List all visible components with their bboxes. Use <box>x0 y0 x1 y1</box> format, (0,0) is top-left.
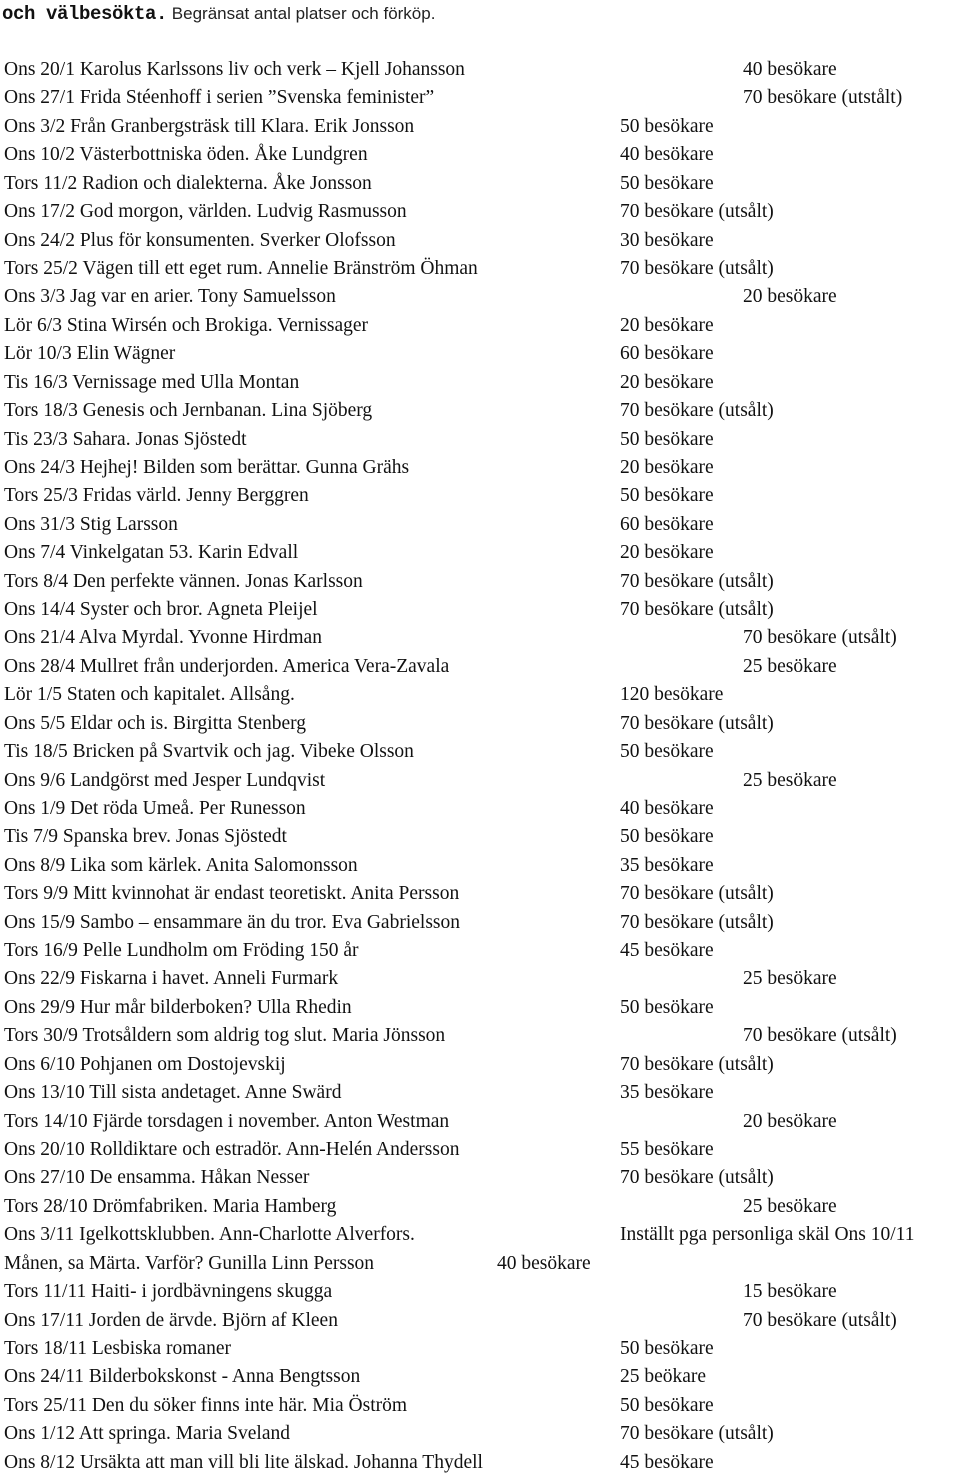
event-attendance: 25 beökare <box>620 1366 707 1388</box>
event-row <box>0 340 960 368</box>
event-row <box>0 511 960 539</box>
event-row <box>0 1022 960 1050</box>
event-row <box>0 823 960 851</box>
event-attendance: 15 besökare <box>743 1281 837 1303</box>
event-attendance: 50 besökare <box>620 172 714 194</box>
event-row <box>0 1051 960 1079</box>
event-row <box>0 596 960 624</box>
event-row <box>0 1250 960 1278</box>
event-title: Tors 18/11 Lesbiska romaner <box>4 1337 231 1359</box>
event-attendance: 50 besökare <box>620 741 714 763</box>
event-row <box>0 852 960 880</box>
event-attendance: 45 besökare <box>620 940 714 961</box>
event-attendance: 70 besökare (utstålt) <box>743 87 903 109</box>
event-row <box>0 1420 960 1448</box>
event-row <box>0 937 960 965</box>
event-title: Tors 9/9 Mitt kvinnohat är endast teoretiskt. Anita Persson <box>4 883 460 905</box>
event-row <box>0 1278 960 1306</box>
event-row <box>0 1136 960 1164</box>
event-attendance: 25 besökare <box>743 1195 837 1217</box>
event-title: Ons 8/12 Ursäkta att man vill bli lite älskad. Johanna Thydell <box>4 1451 483 1473</box>
event-row <box>0 426 960 454</box>
event-row <box>0 624 960 652</box>
event-title: Ons 13/10 Till sista andetaget. Anne Swärd <box>4 1082 342 1104</box>
event-row <box>0 681 960 709</box>
event-title: Ons 5/5 Eldar och is. Birgitta Stenberg <box>4 712 307 734</box>
event-title: Tis 16/3 Vernissage med Ulla Montan <box>4 371 300 393</box>
event-attendance: 70 besökare (utsålt) <box>620 883 774 905</box>
event-title: Ons 15/9 Sambo – ensammare än du tror. Eva Gabrielsson <box>4 911 460 933</box>
event-title: Tors 30/9 Trotsåldern som aldrig tog slut. Maria Jönsson <box>4 1025 446 1047</box>
event-row <box>0 482 960 510</box>
event-row <box>0 539 960 567</box>
event-row <box>0 909 960 937</box>
event-title: Ons 3/3 Jag var en arier. Tony Samuelsson <box>4 286 336 308</box>
event-row <box>0 1193 960 1221</box>
event-attendance: 50 besökare <box>620 115 714 137</box>
event-attendance: 70 besökare (utsålt) <box>620 257 774 279</box>
event-attendance: 70 besökare (utsålt) <box>620 1167 774 1189</box>
event-row <box>0 710 960 738</box>
event-title: Ons 20/1 Karolus Karlssons liv och verk – Kjell Johansson <box>4 59 465 80</box>
event-title: Ons 27/1 Frida Stéenhoff i serien ”Svenska feminister” <box>4 87 435 109</box>
event-title: Lör 10/3 Elin Wägner <box>4 343 176 365</box>
event-row <box>0 767 960 795</box>
event-title: Tors 16/9 Pelle Lundholm om Fröding 150 år <box>4 940 359 961</box>
event-attendance: 50 besökare <box>620 1337 714 1359</box>
event-title: Ons 7/4 Vinkelgatan 53. Karin Edvall <box>4 542 299 564</box>
event-title: Månen, sa Märta. Varför? Gunilla Linn Persson <box>4 1252 375 1274</box>
event-attendance: 70 besökare (utsålt) <box>743 1309 897 1331</box>
event-title: Ons 14/4 Syster och bror. Agneta Pleijel <box>4 599 318 620</box>
event-title: Ons 17/11 Jorden de ärvde. Björn af Kleen <box>4 1309 338 1331</box>
event-row <box>0 795 960 823</box>
document-header <box>2 1 435 27</box>
event-attendance: 40 besökare <box>497 1252 591 1274</box>
event-title: Tors 11/11 Haiti- i jordbävningens skugga <box>4 1281 333 1303</box>
event-attendance: 70 besökare (utsålt) <box>743 1025 897 1047</box>
event-title: Ons 6/10 Pohjanen om Dostojevskij <box>4 1053 286 1075</box>
event-attendance: 40 besökare <box>620 144 714 166</box>
event-title: Ons 10/2 Västerbottniska öden. Åke Lundgren <box>4 144 368 166</box>
event-title: Ons 9/6 Landgörst med Jesper Lundqvist <box>4 769 326 791</box>
event-title: Ons 3/2 Från Granbergsträsk till Klara. Erik Jonsson <box>4 115 415 137</box>
event-attendance: 60 besökare <box>620 513 714 535</box>
event-title: Lör 1/5 Staten och kapitalet. Allsång. <box>4 684 295 706</box>
event-title: Tors 25/2 Vägen till ett eget rum. Annelie Bränström Öhman <box>4 257 478 279</box>
event-title: Ons 8/9 Lika som kärlek. Anita Salomonsson <box>4 854 358 876</box>
event-title: Lör 6/3 Stina Wirsén och Brokiga. Vernissager <box>4 314 369 336</box>
event-attendance: 40 besökare <box>743 59 837 80</box>
event-attendance: 60 besökare <box>620 343 714 365</box>
event-row <box>0 198 960 226</box>
event-attendance: 35 besökare <box>620 854 714 876</box>
event-title: Ons 24/2 Plus för konsumenten. Sverker Olofsson <box>4 229 396 251</box>
event-row <box>0 397 960 425</box>
event-title: Ons 20/10 Rolldiktare och estradör. Ann-Helén Andersson <box>4 1139 460 1160</box>
event-row <box>0 965 960 993</box>
event-attendance: 35 besökare <box>620 1082 714 1104</box>
event-row <box>0 1108 960 1136</box>
event-attendance: 55 besökare <box>620 1139 714 1160</box>
event-attendance: 40 besökare <box>620 797 714 819</box>
event-row <box>0 312 960 340</box>
event-row <box>0 653 960 681</box>
event-row <box>0 141 960 169</box>
event-row <box>0 880 960 908</box>
event-attendance: Inställt pga personliga skäl Ons 10/11 <box>620 1224 915 1246</box>
event-title: Ons 21/4 Alva Myrdal. Yvonne Hirdman <box>4 627 322 649</box>
event-attendance: 50 besökare <box>620 428 714 450</box>
event-attendance: 50 besökare <box>620 1394 714 1416</box>
event-row <box>0 1392 960 1420</box>
event-attendance: 70 besökare (utsålt) <box>620 1053 774 1075</box>
header-note: Begränsat antal platser och förköp. <box>171 4 436 23</box>
event-row <box>0 227 960 255</box>
event-row <box>0 84 960 112</box>
event-attendance: 70 besökare (utsålt) <box>620 201 774 223</box>
event-row <box>0 170 960 198</box>
event-attendance: 20 besökare <box>620 371 714 393</box>
event-attendance: 45 besökare <box>620 1451 714 1473</box>
event-attendance: 50 besökare <box>620 826 714 848</box>
event-row <box>0 369 960 397</box>
header-heading-fragment: och välbesökta. <box>2 3 168 25</box>
event-attendance: 70 besökare (utsålt) <box>620 599 774 620</box>
event-attendance: 50 besökare <box>620 485 714 507</box>
event-attendance: 70 besökare (utsålt) <box>620 400 774 421</box>
event-row <box>0 738 960 766</box>
event-row <box>0 1335 960 1363</box>
event-title: Tors 14/10 Fjärde torsdagen i november. Anton Westman <box>4 1110 450 1132</box>
event-attendance: 20 besökare <box>620 314 714 336</box>
event-row <box>0 255 960 283</box>
event-row <box>0 56 960 84</box>
event-attendance: 70 besökare (utsålt) <box>620 911 774 933</box>
event-title: Ons 28/4 Mullret från underjorden. America Vera-Zavala <box>4 655 450 677</box>
event-row <box>0 454 960 482</box>
event-title: Tis 7/9 Spanska brev. Jonas Sjöstedt <box>4 826 287 848</box>
event-title: Ons 22/9 Fiskarna i havet. Anneli Furmark <box>4 968 339 990</box>
event-title: Ons 24/3 Hejhej! Bilden som berättar. Gunna Grähs <box>4 456 410 478</box>
event-row <box>0 1363 960 1391</box>
event-attendance: 120 besökare <box>620 684 724 706</box>
event-row <box>0 1449 960 1477</box>
event-attendance: 25 besökare <box>743 968 837 990</box>
event-row <box>0 1164 960 1192</box>
event-row <box>0 1079 960 1107</box>
event-attendance: 50 besökare <box>620 996 714 1018</box>
event-row <box>0 1307 960 1335</box>
event-attendance: 70 besökare (utsålt) <box>620 570 774 592</box>
event-row <box>0 1221 960 1249</box>
event-attendance: 25 besökare <box>743 769 837 791</box>
event-title: Tis 23/3 Sahara. Jonas Sjöstedt <box>4 428 247 450</box>
event-attendance: 70 besökare (utsålt) <box>620 712 774 734</box>
event-attendance: 70 besökare (utsålt) <box>620 1423 774 1445</box>
event-title: Ons 1/9 Det röda Umeå. Per Runesson <box>4 797 306 819</box>
event-title: Tors 25/3 Fridas värld. Jenny Berggren <box>4 485 309 507</box>
event-row <box>0 113 960 141</box>
event-title: Ons 31/3 Stig Larsson <box>4 513 178 535</box>
event-attendance: 20 besökare <box>620 542 714 564</box>
event-title: Tors 28/10 Drömfabriken. Maria Hamberg <box>4 1195 337 1217</box>
event-title: Tors 18/3 Genesis och Jernbanan. Lina Sjöberg <box>4 400 373 421</box>
event-title: Tis 18/5 Bricken på Svartvik och jag. Vibeke Olsson <box>4 741 414 763</box>
event-attendance: 30 besökare <box>620 229 714 251</box>
event-title: Ons 29/9 Hur mår bilderboken? Ulla Rhedin <box>4 996 352 1018</box>
event-title: Ons 17/2 God morgon, världen. Ludvig Rasmusson <box>4 201 407 223</box>
event-title: Ons 24/11 Bilderbokskonst - Anna Bengtsson <box>4 1366 361 1388</box>
event-title: Tors 11/2 Radion och dialekterna. Åke Jonsson <box>4 172 372 194</box>
event-row <box>0 568 960 596</box>
event-attendance: 20 besökare <box>743 286 837 308</box>
event-attendance: 70 besökare (utsålt) <box>743 627 897 649</box>
event-title: Ons 27/10 De ensamma. Håkan Nesser <box>4 1167 310 1189</box>
event-title: Tors 8/4 Den perfekte vännen. Jonas Karlsson <box>4 570 363 592</box>
event-attendance: 20 besökare <box>743 1110 837 1132</box>
event-row <box>0 994 960 1022</box>
event-row <box>0 283 960 311</box>
event-attendance: 20 besökare <box>620 456 714 478</box>
event-title: Ons 1/12 Att springa. Maria Sveland <box>4 1423 290 1445</box>
event-title: Ons 3/11 Igelkottsklubben. Ann-Charlotte Alverfors. <box>4 1224 415 1246</box>
event-attendance: 25 besökare <box>743 655 837 677</box>
event-title: Tors 25/11 Den du söker finns inte här. Mia Öström <box>4 1394 408 1416</box>
